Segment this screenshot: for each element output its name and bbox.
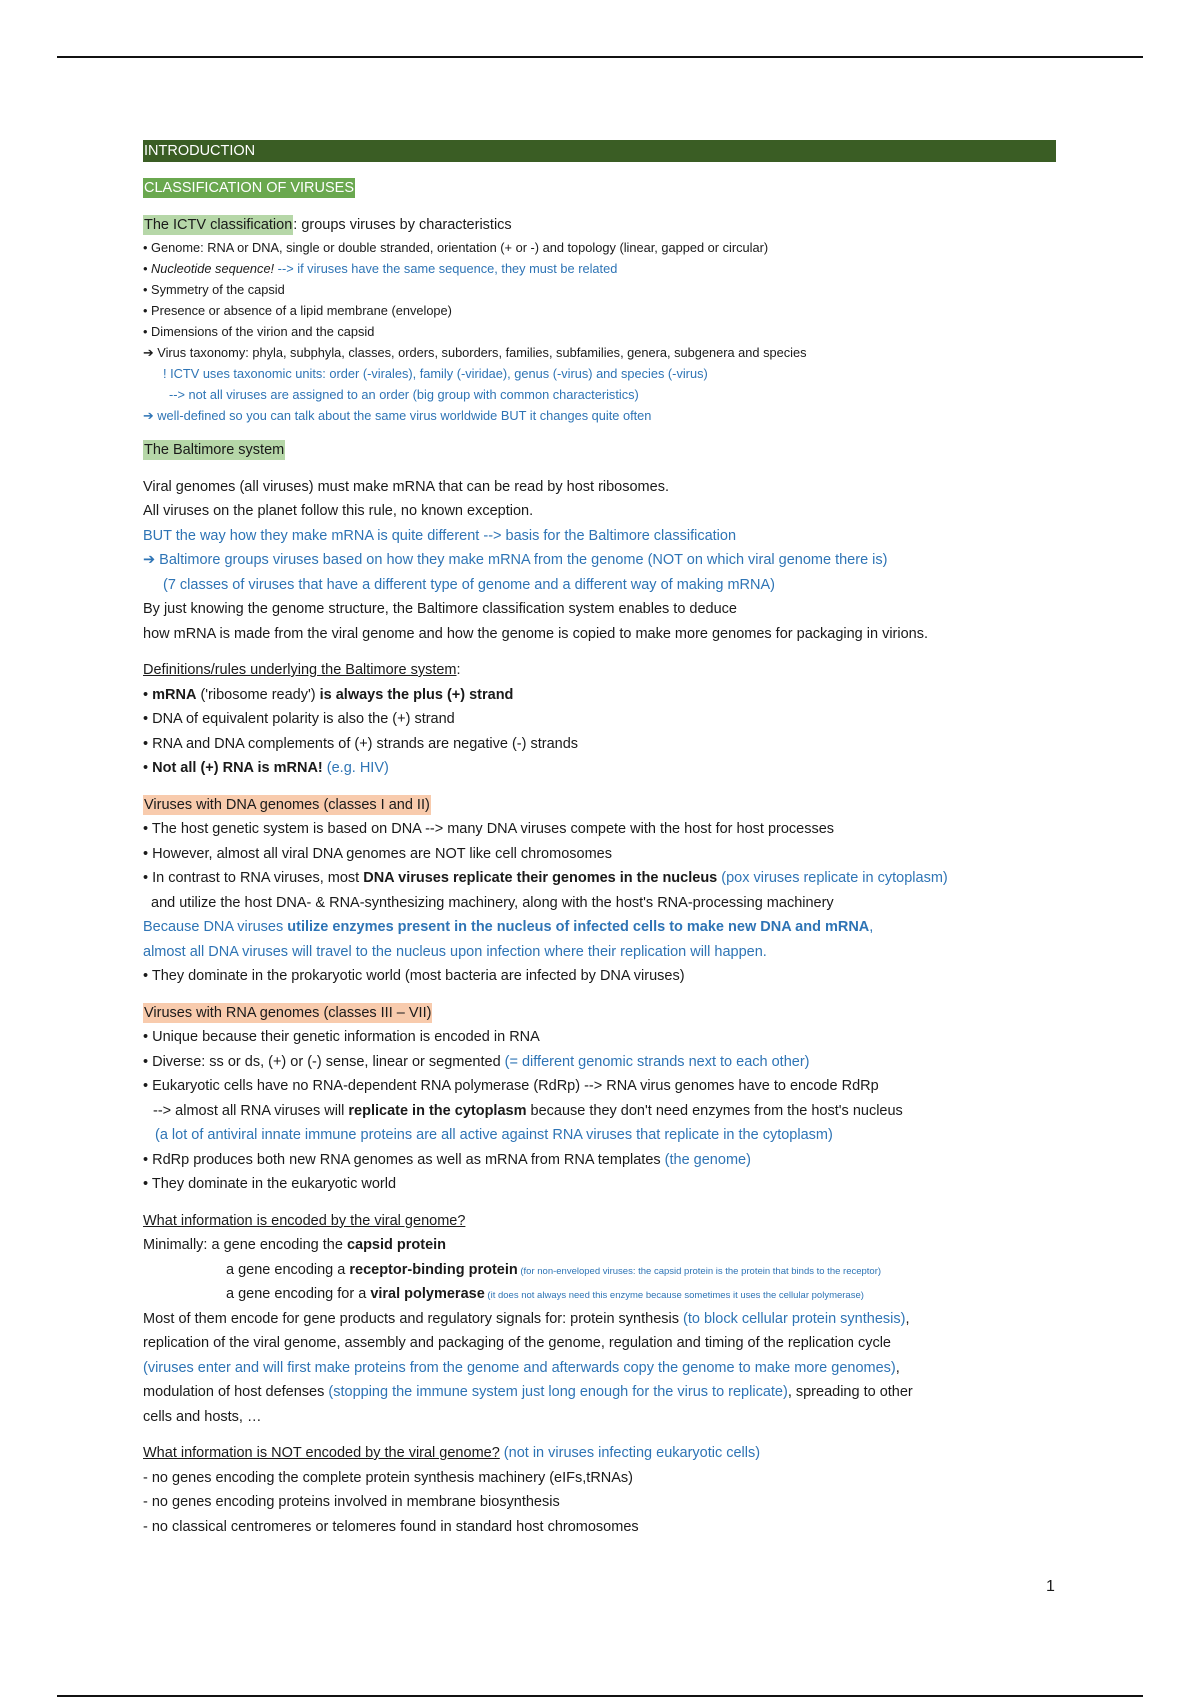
rna-b2-note: (= different genomic strands next to each other) [500, 1053, 810, 1070]
encoded-p3 [143, 1356, 1058, 1381]
encoded-m2-start: a gene encoding a [226, 1261, 350, 1278]
not-encoded-n1: - no genes encoding the complete protein synthesis machinery (eIFs,tRNAs) [143, 1469, 634, 1486]
not-encoded-n2: - no genes encoding proteins involved in membrane biosynthesis [143, 1494, 560, 1510]
definition-complements: • RNA and DNA complements of (+) strands are negative (-) strands [143, 735, 579, 752]
heading-classification: CLASSIFICATION OF VIRUSES [144, 180, 355, 196]
ictv-bullet-envelope: • Presence or absence of a lipid membrane (envelope) [143, 303, 452, 318]
dna-b6: almost all DNA viruses will travel to the nucleus upon infection where their replication will happen. [143, 943, 767, 960]
encoded-p1-note: (to block cellular protein synthesis) [679, 1310, 906, 1327]
definition-dna-polarity: • DNA of equivalent polarity is also the (+) strand [143, 711, 455, 727]
dna-b7: • They dominate in the prokaryotic world (most bacteria are infected by DNA viruses) [143, 968, 685, 984]
rna-b6-text: • RdRp produces both new RNA genomes as well as mRNA from RNA templates [143, 1151, 661, 1168]
dna-b3-bold: DNA viruses replicate their genomes in the nucleus [363, 870, 718, 886]
encoded-p1 [143, 1307, 1058, 1332]
definition-not-all-rna [143, 756, 1058, 781]
rna-b3: • Eukaryotic cells have no RNA-dependent RNA polymerase (RdRp) --> RNA virus genomes have to encode RdRp [143, 1078, 879, 1094]
encoded-heading-row [143, 1209, 1058, 1234]
definitions-heading-row [143, 658, 1058, 683]
encoded-p1-text: Most of them encode for gene products and regulatory signals for: protein synthesis [143, 1310, 679, 1327]
not-encoded-note: (not in viruses infecting eukaryotic cells) [499, 1445, 761, 1461]
dna-heading-row [143, 793, 1058, 818]
encoded-m3-start: a gene encoding for a [226, 1286, 371, 1302]
heading-introduction: INTRODUCTION [143, 140, 1056, 162]
dna-heading: Viruses with DNA genomes (classes I and II) [144, 796, 430, 813]
ictv-units-note: ! ICTV uses taxonomic units: order (-virales), family (-viridae), genus (-virus) and species (-virus) [163, 366, 708, 381]
encoded-p4 [143, 1380, 1058, 1405]
rna-b2-text: • Diverse: ss or ds, (+) or (-) sense, linear or segmented [143, 1053, 501, 1070]
baltimore-p5: (7 classes of viruses that have a different type of genome and a different way of making mRNA) [163, 576, 776, 593]
baltimore-p4: ➔ Baltimore groups viruses based on how they make mRNA from the genome (NOT on which viral genome there is) [143, 552, 888, 568]
dna-b2: • However, almost all viral DNA genomes are NOT like cell chromosomes [143, 845, 612, 862]
encoded-m3 [143, 1282, 1058, 1307]
ictv-bullet-genome: • Genome: RNA or DNA, single or double stranded, orientation (+ or -) and topology (linear, gapped or circular) [143, 240, 769, 255]
dna-b1: • The host genetic system is based on DNA --> many DNA viruses compete with the host for host processes [143, 821, 835, 837]
definitions-colon: : [456, 662, 461, 678]
page-number: 1 [1046, 1578, 1055, 1595]
rna-b4-end: because they don't need enzymes from the host's nucleus [526, 1102, 903, 1119]
dna-b3-note: (pox viruses replicate in cytoplasm) [717, 870, 948, 886]
encoded-p3-end: , [895, 1359, 900, 1376]
definition-mrna-paren: ('ribosome ready') [196, 686, 320, 703]
dna-b5-end: , [869, 919, 874, 935]
ictv-order-note: --> not all viruses are assigned to an order (big group with common characteristics) [169, 387, 639, 402]
definition-mrna [143, 683, 1058, 708]
encoded-m3-note: (it does not always need this enzyme because sometimes it uses the cellular polymerase) [484, 1290, 864, 1301]
encoded-polymerase: viral polymerase [370, 1286, 485, 1302]
rna-b6 [143, 1148, 1058, 1173]
ictv-heading-rest: : groups viruses by characteristics [293, 216, 512, 233]
baltimore-p1: Viral genomes (all viruses) must make mRNA that can be read by host ribosomes. [143, 478, 669, 495]
rna-b7: • They dominate in the eukaryotic world [143, 1176, 397, 1192]
encoded-p5: cells and hosts, … [143, 1408, 262, 1425]
ictv-bullet-sequence [143, 258, 1058, 279]
not-encoded-n3: - no classical centromeres or telomeres found in standard host chromosomes [143, 1518, 639, 1535]
rna-b4 [143, 1099, 1058, 1124]
encoded-p3-note: (viruses enter and will first make proteins from the genome and afterwards copy the genome to make more genomes) [143, 1359, 896, 1376]
encoded-m2-note: (for non-enveloped viruses: the capsid protein is the protein that binds to the receptor) [517, 1265, 882, 1277]
definition-mrna-bullet: • [143, 686, 153, 703]
ictv-bullet-symmetry: • Symmetry of the capsid [143, 282, 285, 297]
baltimore-heading: The Baltimore system [144, 442, 285, 458]
definition-hiv-note: (e.g. HIV) [322, 760, 389, 776]
definition-not-all-bullet: • [143, 760, 153, 776]
ictv-heading: The ICTV classification [144, 216, 293, 233]
rna-b1: • Unique because their genetic information is encoded in RNA [143, 1029, 540, 1045]
not-encoded-heading-row [143, 1441, 1058, 1466]
encoded-p4-note: (stopping the immune system just long enough for the virus to replicate) [324, 1384, 788, 1400]
top-rule [57, 56, 1143, 58]
rna-b2 [143, 1050, 1058, 1075]
definition-not-all-text: Not all (+) RNA is mRNA! [152, 760, 323, 776]
ictv-sequence-label: • Nucleotide sequence! [143, 261, 275, 276]
bottom-rule [57, 1695, 1143, 1697]
baltimore-p7: how mRNA is made from the viral genome and how the genome is copied to make more genomes for packaging in virions. [143, 625, 929, 642]
encoded-p4-text: modulation of host defenses [143, 1384, 325, 1400]
encoded-p4-end: , spreading to other [787, 1384, 913, 1400]
baltimore-p6: By just knowing the genome structure, the Baltimore classification system enables to deduce [143, 601, 737, 617]
encoded-m2 [143, 1258, 1058, 1283]
dna-b3 [143, 866, 1058, 891]
dna-b5-bold: utilize enzymes present in the nucleus of infected cells to make new DNA and mRNA [287, 919, 870, 935]
encoded-heading: What information is encoded by the viral genome? [143, 1212, 466, 1229]
encoded-p1-end: , [905, 1310, 910, 1327]
baltimore-heading-row [143, 438, 1058, 463]
dna-b3-start: • In contrast to RNA viruses, most [143, 870, 364, 886]
encoded-m1 [143, 1233, 1058, 1258]
definition-mrna-term: mRNA [152, 686, 197, 703]
dna-b5-start: Because DNA viruses [143, 919, 288, 935]
ictv-bullet-dimensions: • Dimensions of the virion and the capsid [143, 324, 375, 339]
baltimore-p3: BUT the way how they make mRNA is quite different --> basis for the Baltimore classification [143, 527, 737, 544]
ictv-taxonomy: ➔ Virus taxonomy: phyla, subphyla, classes, orders, suborders, families, subfamilies, genera, subgenera and species [143, 345, 807, 360]
rna-heading-row [143, 1001, 1058, 1026]
rna-heading: Viruses with RNA genomes (classes III – VII) [144, 1004, 432, 1021]
rna-b6-note: (the genome) [660, 1151, 751, 1168]
dna-b4: and utilize the host DNA- & RNA-synthesizing machinery, along with the host's RNA-processing machinery [151, 894, 834, 911]
dna-b5 [143, 915, 1058, 940]
encoded-capsid: capsid protein [346, 1237, 447, 1253]
document-page [143, 140, 1058, 1539]
rna-b4-start: --> almost all RNA viruses will [153, 1102, 349, 1119]
ictv-heading-row [143, 213, 1058, 238]
definitions-heading: Definitions/rules underlying the Baltimore system [143, 662, 457, 678]
rna-b5: (a lot of antiviral innate immune proteins are all active against RNA viruses that replicate in the cytoplasm) [155, 1127, 833, 1143]
encoded-receptor: receptor-binding protein [349, 1261, 518, 1278]
rna-b4-bold: replicate in the cytoplasm [348, 1102, 527, 1119]
heading-classification-row [143, 176, 1058, 201]
encoded-m1-start: Minimally: a gene encoding the [143, 1237, 347, 1253]
ictv-well-defined-note: ➔ well-defined so you can talk about the same virus worldwide BUT it changes quite often [143, 408, 652, 423]
encoded-p2: replication of the viral genome, assembly and packaging of the genome, regulation and timing of the replication cycle [143, 1335, 891, 1351]
definition-mrna-rule: is always the plus (+) strand [319, 686, 514, 703]
baltimore-p2: All viruses on the planet follow this rule, no known exception. [143, 503, 534, 519]
not-encoded-heading: What information is NOT encoded by the viral genome? [143, 1445, 500, 1461]
ictv-sequence-note: --> if viruses have the same sequence, they must be related [274, 261, 618, 276]
